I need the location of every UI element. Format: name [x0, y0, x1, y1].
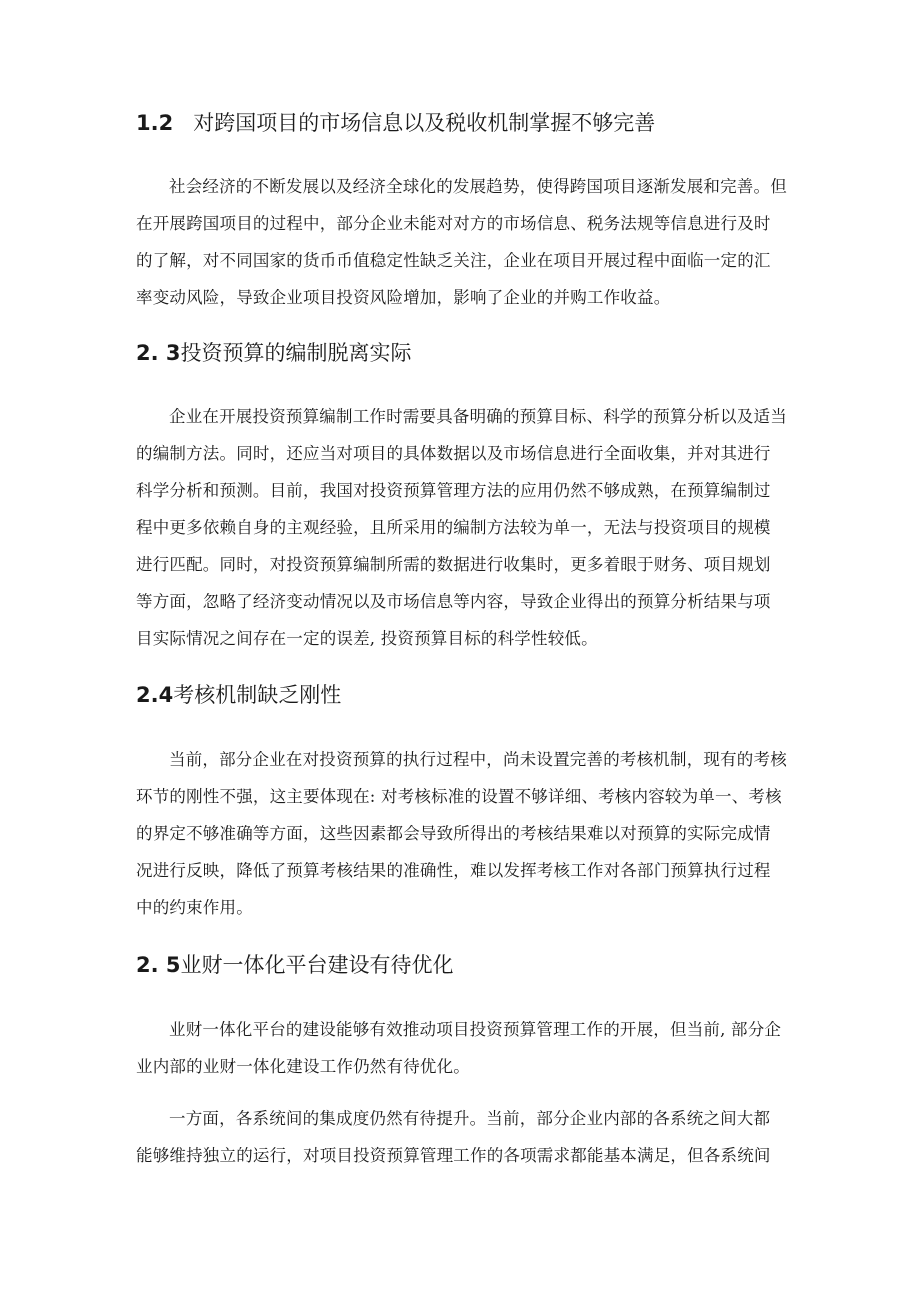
paragraph-line: 在开展跨国项目的过程中，部分企业未能对对方的市场信息、税务法规等信息进行及时: [136, 214, 771, 233]
paragraph-line: 况进行反映，降低了预算考核结果的准确性，难以发挥考核工作对各部门预算执行过程: [136, 861, 771, 880]
paragraph-line: 中的约束作用。: [136, 898, 253, 917]
paragraph-line: 等方面，忽略了经济变动情况以及市场信息等内容，导致企业得出的预算分析结果与项: [136, 592, 771, 611]
paragraph-line: 业财一体化平台的建设能够有效推动项目投资预算管理工作的开展，但当前, 部分企: [169, 1020, 782, 1039]
section-heading-1-2: [136, 108, 655, 138]
section-heading-2-3: [136, 338, 412, 368]
section-heading-2-5: [136, 950, 454, 980]
paragraph-line: 环节的刚性不强，这主要体现在: 对考核标准的设置不够详细、考核内容较为单一、考核: [136, 787, 782, 806]
paragraph: [136, 398, 786, 657]
paragraph: [136, 168, 786, 316]
paragraph-line: 目实际情况之间存在一定的误差, 投资预算目标的科学性较低。: [136, 629, 598, 648]
paragraph-line: 的界定不够准确等方面，这些因素都会导致所得出的考核结果难以对预算的实际完成情: [136, 824, 771, 843]
paragraph-line: 业内部的业财一体化建设工作仍然有待优化。: [136, 1057, 470, 1076]
paragraph-line: 一方面，各系统间的集成度仍然有待提升。当前，部分企业内部的各系统之间大都: [169, 1109, 771, 1128]
section-number: 2.4: [136, 683, 174, 707]
paragraph-line: 企业在开展投资预算编制工作时需要具备明确的预算目标、科学的预算分析以及适当: [169, 407, 787, 426]
paragraph-line: 的了解，对不同国家的货币币值稳定性缺乏关注，企业在项目开展过程中面临一定的汇: [136, 251, 771, 270]
section-heading-2-4: [136, 680, 341, 710]
section-title: 投资预算的编制脱离实际: [180, 341, 412, 365]
paragraph-line: 当前，部分企业在对投资预算的执行过程中，尚未设置完善的考核机制，现有的考核: [169, 750, 787, 769]
section-title: 考核机制缺乏刚性: [173, 683, 342, 707]
section-number: 2. 5: [136, 953, 181, 977]
paragraph: [136, 1011, 786, 1085]
paragraph: [136, 1100, 786, 1174]
section-number: 1.2: [136, 111, 174, 135]
paragraph-line: 社会经济的不断发展以及经济全球化的发展趋势，使得跨国项目逐渐发展和完善。但: [169, 177, 787, 196]
section-title: 业财一体化平台建设有待优化: [180, 953, 454, 977]
paragraph: [136, 741, 786, 926]
paragraph-line: 进行匹配。同时，对投资预算编制所需的数据进行收集时，更多着眼于财务、项目规划: [136, 555, 771, 574]
paragraph-line: 科学分析和预测。目前，我国对投资预算管理方法的应用仍然不够成熟，在预算编制过: [136, 481, 771, 500]
paragraph-line: 程中更多依赖自身的主观经验，且所采用的编制方法较为单一，无法与投资项目的规模: [136, 518, 771, 537]
paragraph-line: 能够维持独立的运行，对项目投资预算管理工作的各项需求都能基本满足，但各系统间: [136, 1146, 771, 1165]
section-title: 对跨国项目的市场信息以及税收机制掌握不够完善: [193, 111, 656, 135]
section-number: 2. 3: [136, 341, 181, 365]
paragraph-line: 的编制方法。同时，还应当对项目的具体数据以及市场信息进行全面收集，并对其进行: [136, 444, 771, 463]
paragraph-line: 率变动风险，导致企业项目投资风险增加，影响了企业的并购工作收益。: [136, 288, 671, 307]
